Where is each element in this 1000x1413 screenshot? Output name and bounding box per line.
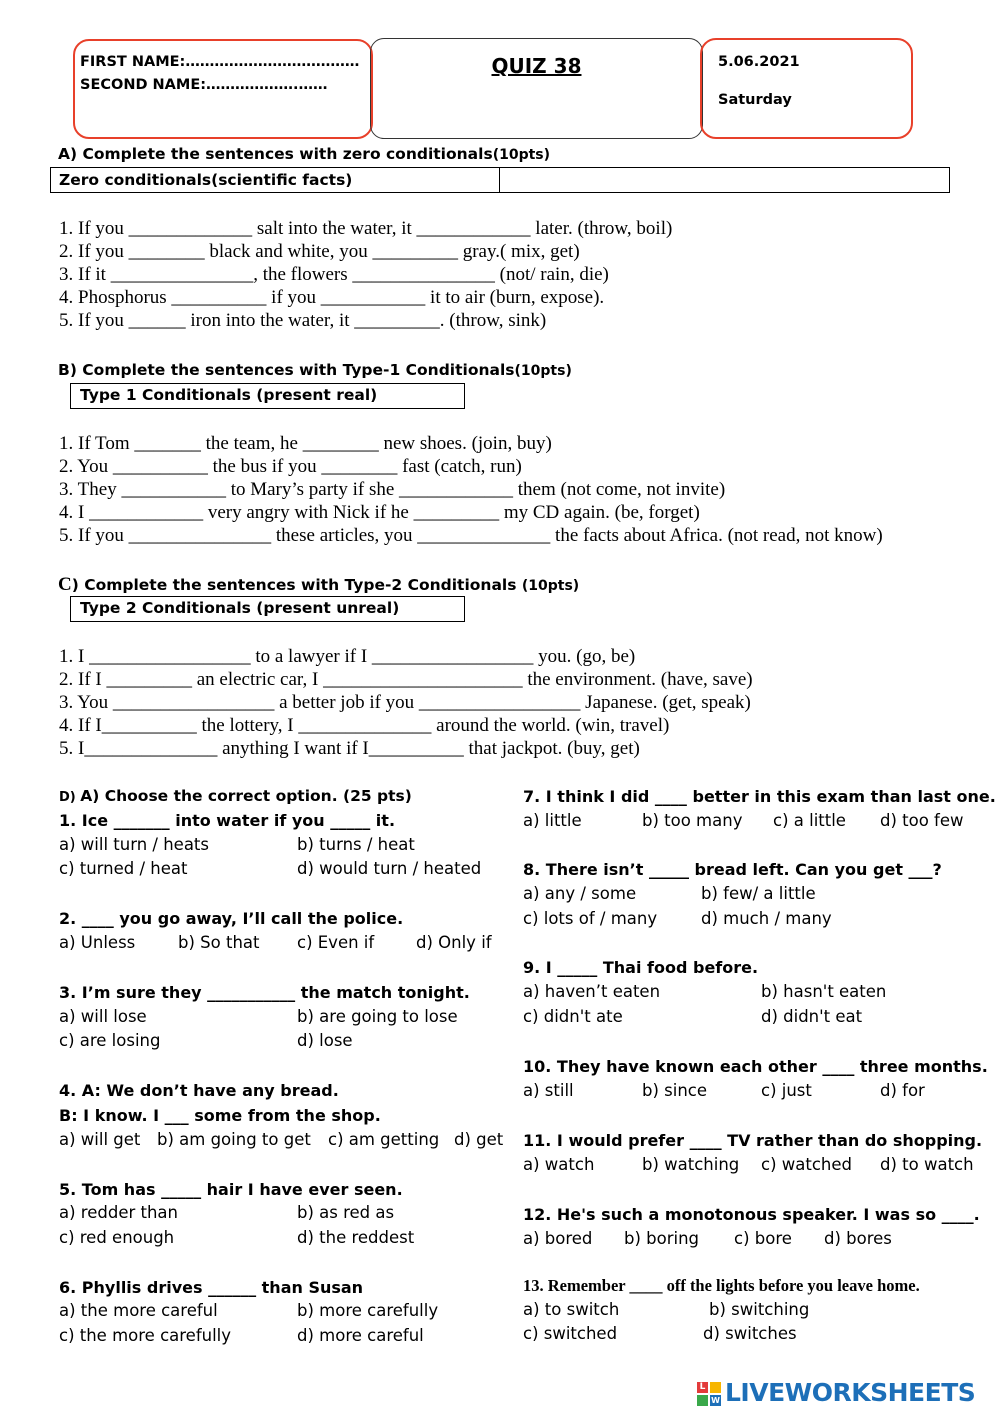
q1-option-c[interactable]: c) turned / heat	[59, 859, 188, 878]
section-b-points: (10pts)	[514, 363, 572, 379]
q13-option-c[interactable]: c) switched	[523, 1324, 618, 1343]
q2-text: 2. ____ you go away, I’ll call the police.	[59, 909, 404, 928]
q10-option-c[interactable]: c) just	[761, 1081, 812, 1100]
q2-option-c[interactable]: c) Even if	[297, 933, 375, 952]
q8-option-b[interactable]: b) few/ a little	[701, 884, 816, 903]
logo-tile-4: W	[711, 1396, 720, 1405]
liveworksheets-logo	[697, 1378, 997, 1410]
q10-option-a[interactable]: a) still	[523, 1081, 574, 1100]
q1-option-d[interactable]: d) would turn / heated	[297, 859, 482, 878]
section-c-letter: C	[58, 574, 72, 595]
section-d-prefix: D)	[59, 790, 81, 805]
section-c-points: (10pts)	[521, 578, 580, 594]
section-d-heading	[59, 787, 412, 805]
b-line-3: 3. They ___________ to Mary’s party if she ____________ them (not come, not invite)	[59, 479, 726, 500]
q4-option-b[interactable]: b) am going to get	[157, 1130, 311, 1149]
q1-text: 1. Ice _______ into water if you _____ it.	[59, 811, 396, 830]
section-a-box-label: Zero conditionals(scientific facts)	[59, 171, 353, 189]
b-line-4: 4. I ____________ very angry with Nick if he _________ my CD again. (be, forget)	[59, 502, 700, 523]
q7-option-c[interactable]: c) a little	[773, 811, 846, 830]
q12-option-d[interactable]: d) bores	[824, 1229, 892, 1248]
section-b-title: B) Complete the sentences with Type-1 Conditionals	[58, 361, 515, 379]
q11-text: 11. I would prefer ____ TV rather than do shopping.	[523, 1131, 983, 1150]
c-line-3: 3. You _________________ a better job if you _________________ Japanese. (get, speak)	[59, 692, 751, 713]
a-line-1: 1. If you _____________ salt into the water, it ____________ later. (throw, boil)	[59, 218, 673, 239]
quiz-date: 5.06.2021	[718, 54, 800, 70]
b-line-1: 1. If Tom _______ the team, he ________ new shoes. (join, buy)	[59, 433, 552, 454]
q6-option-d[interactable]: d) more careful	[297, 1326, 424, 1345]
q11-option-c[interactable]: c) watched	[761, 1155, 852, 1174]
section-b-box-label: Type 1 Conditionals (present real)	[80, 386, 378, 404]
q6-option-a[interactable]: a) the more careful	[59, 1301, 218, 1320]
q13-option-a[interactable]: a) to switch	[523, 1300, 620, 1319]
quiz-title: QUIZ 38	[491, 54, 582, 78]
q4-text: 4. A: We don’t have any bread.	[59, 1081, 339, 1100]
q8-option-c[interactable]: c) lots of / many	[523, 909, 658, 928]
q11-option-a[interactable]: a) watch	[523, 1155, 595, 1174]
q7-option-a[interactable]: a) little	[523, 811, 582, 830]
q4-option-d[interactable]: d) get	[454, 1130, 504, 1149]
q3-option-b[interactable]: b) are going to lose	[297, 1007, 458, 1026]
section-c-title: ) Complete the sentences with Type-2 Conditionals	[71, 576, 522, 594]
b-line-2: 2. You __________ the bus if you ________ fast (catch, run)	[59, 456, 522, 477]
q9-text: 9. I _____ Thai food before.	[523, 958, 759, 977]
b-line-5: 5. If you _______________ these articles, you ______________ the facts about Africa. (not read, not know)	[59, 525, 883, 546]
q13-option-b[interactable]: b) switching	[709, 1300, 810, 1319]
q3-option-a[interactable]: a) will lose	[59, 1007, 147, 1026]
q4-text-2: B: I know. I ___ some from the shop.	[59, 1106, 381, 1125]
q8-option-d[interactable]: d) much / many	[701, 909, 832, 928]
a-line-3: 3. If it _______________, the flowers _______________ (not/ rain, die)	[59, 264, 609, 285]
q9-option-d[interactable]: d) didn't eat	[761, 1007, 863, 1026]
q12-option-a[interactable]: a) bored	[523, 1229, 593, 1248]
q9-option-c[interactable]: c) didn't ate	[523, 1007, 623, 1026]
c-line-2: 2. If I _________ an electric car, I _____________________ the environment. (have, save)	[59, 669, 753, 690]
q5-option-b[interactable]: b) as red as	[297, 1203, 395, 1222]
second-name-field[interactable]: SECOND NAME:……………….……	[80, 77, 328, 93]
logo-tile-3	[697, 1395, 708, 1406]
first-name-field[interactable]: FIRST NAME:………………………………	[80, 54, 360, 70]
a-line-5: 5. If you ______ iron into the water, it _________. (throw, sink)	[59, 310, 547, 331]
q5-option-c[interactable]: c) red enough	[59, 1228, 175, 1247]
q12-option-b[interactable]: b) boring	[624, 1229, 700, 1248]
q4-option-a[interactable]: a) will get	[59, 1130, 141, 1149]
q3-text: 3. I’m sure they ___________ the match tonight.	[59, 983, 470, 1002]
q1-option-b[interactable]: b) turns / heat	[297, 835, 415, 854]
q8-option-a[interactable]: a) any / some	[523, 884, 637, 903]
q10-option-b[interactable]: b) since	[642, 1081, 708, 1100]
q5-option-d[interactable]: d) the reddest	[297, 1228, 415, 1247]
q3-option-d[interactable]: d) lose	[297, 1031, 353, 1050]
section-a-points: (10pts)	[492, 147, 551, 163]
q1-option-a[interactable]: a) will turn / heats	[59, 835, 209, 854]
q2-option-a[interactable]: a) Unless	[59, 933, 136, 952]
q8-text: 8. There isn’t _____ bread left. Can you get ___?	[523, 860, 942, 879]
section-d-title: A) Choose the correct option. (25 pts)	[80, 787, 412, 805]
section-c-box-label: Type 2 Conditionals (present unreal)	[80, 599, 400, 617]
section-b-heading	[58, 361, 572, 379]
q11-option-d[interactable]: d) to watch	[880, 1155, 974, 1174]
logo-text: LIVEWORKSHEETS	[725, 1378, 976, 1407]
q10-option-d[interactable]: d) for	[880, 1081, 925, 1100]
q4-option-c[interactable]: c) am getting	[328, 1130, 440, 1149]
q9-option-b[interactable]: b) hasn't eaten	[761, 982, 887, 1001]
q3-option-c[interactable]: c) are losing	[59, 1031, 161, 1050]
q2-option-b[interactable]: b) So that	[178, 933, 260, 952]
q7-option-d[interactable]: d) too few	[880, 811, 964, 830]
q13-text: 13. Remember ____ off the lights before you leave home.	[523, 1276, 920, 1295]
section-a-heading	[58, 145, 550, 163]
a-line-4: 4. Phosphorus __________ if you ___________ it to air (burn, expose).	[59, 287, 605, 308]
logo-tile-1: L	[697, 1382, 708, 1393]
q12-text: 12. He's such a monotonous speaker. I was so ____.	[523, 1205, 980, 1224]
q13-option-d[interactable]: d) switches	[703, 1324, 797, 1343]
q7-text: 7. I think I did ____ better in this exam than last one.	[523, 787, 996, 806]
section-c-heading	[58, 574, 579, 596]
c-line-4: 4. If I__________ the lottery, I ______________ around the world. (win, travel)	[59, 715, 670, 736]
logo-tile-2	[710, 1382, 721, 1393]
q5-text: 5. Tom has _____ hair I have ever seen.	[59, 1180, 403, 1199]
quiz-day: Saturday	[718, 92, 792, 108]
q9-option-a[interactable]: a) haven’t eaten	[523, 982, 661, 1001]
c-line-1: 1. I _________________ to a lawyer if I _________________ you. (go, be)	[59, 646, 636, 667]
q2-option-d[interactable]: d) Only if	[416, 933, 492, 952]
q11-option-b[interactable]: b) watching	[642, 1155, 740, 1174]
q5-option-a[interactable]: a) redder than	[59, 1203, 178, 1222]
logo-tiles-icon	[697, 1382, 721, 1406]
q7-option-b[interactable]: b) too many	[642, 811, 743, 830]
c-line-5: 5. I______________ anything I want if I__________ that jackpot. (buy, get)	[59, 738, 640, 759]
q6-text: 6. Phyllis drives ______ than Susan	[59, 1278, 364, 1297]
section-a-rule-divider	[499, 167, 500, 193]
q6-option-b[interactable]: b) more carefully	[297, 1301, 439, 1320]
q12-option-c[interactable]: c) bore	[734, 1229, 792, 1248]
a-line-2: 2. If you ________ black and white, you _________ gray.( mix, get)	[59, 241, 580, 262]
section-a-title: A) Complete the sentences with zero conditionals	[58, 145, 493, 163]
q6-option-c[interactable]: c) the more carefully	[59, 1326, 232, 1345]
q10-text: 10. They have known each other ____ three months.	[523, 1057, 988, 1076]
